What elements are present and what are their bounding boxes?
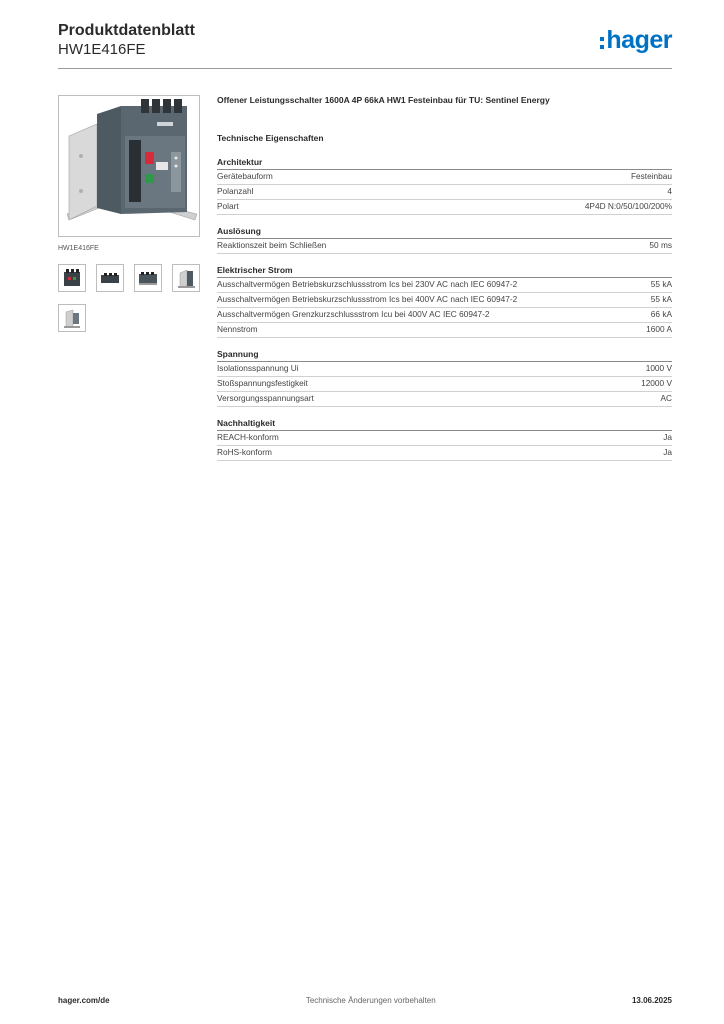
spec-value: Ja <box>663 447 672 457</box>
header-divider <box>58 68 672 69</box>
spec-row <box>217 185 672 200</box>
spec-value: Ja <box>663 432 672 442</box>
spec-label: RoHS-konform <box>217 447 272 457</box>
specs-heading: Technische Eigenschaften <box>217 133 324 143</box>
thumbnail-1[interactable] <box>58 264 86 292</box>
spec-label: Ausschaltvermögen Betriebskurzschlussstrom Ics bei 400V AC nach IEC 60947-2 <box>217 294 518 304</box>
product-description: Offener Leistungsschalter 1600A 4P 66kA HW1 Festeinbau für TU: Sentinel Energy <box>217 95 550 105</box>
breaker-rear-icon <box>137 267 159 289</box>
spec-group-title: Elektrischer Strom <box>217 265 672 278</box>
spec-row <box>217 293 672 308</box>
spec-label: Reaktionszeit beim Schließen <box>217 240 327 250</box>
product-media <box>58 95 200 332</box>
logo-dots-icon <box>600 37 604 49</box>
spec-groups <box>217 157 672 461</box>
spec-group-title: Spannung <box>217 349 672 362</box>
spec-label: Polanzahl <box>217 186 254 196</box>
spec-label: Nennstrom <box>217 324 258 334</box>
spec-row <box>217 362 672 377</box>
document-title: Produktdatenblatt <box>58 22 195 39</box>
spec-value: 55 kA <box>650 294 672 304</box>
product-code: HW1E416FE <box>58 41 146 58</box>
page-footer <box>58 996 672 1005</box>
logo-text: hager <box>606 26 672 54</box>
spec-value: 55 kA <box>650 279 672 289</box>
spec-label: Ausschaltvermögen Betriebskurzschlussstrom Ics bei 230V AC nach IEC 60947-2 <box>217 279 518 289</box>
spec-value: 66 kA <box>650 309 672 319</box>
spec-row <box>217 239 672 254</box>
spec-row <box>217 200 672 215</box>
hager-logo[interactable] <box>600 26 672 55</box>
spec-value: 50 ms <box>649 240 672 250</box>
spec-group <box>217 157 672 215</box>
breaker-side-icon <box>175 267 197 289</box>
spec-label: Versorgungsspannungsart <box>217 393 314 403</box>
spec-value: 1600 A <box>646 324 672 334</box>
spec-row <box>217 308 672 323</box>
spec-value: 4P4D N:0/50/100/200% <box>584 201 672 211</box>
spec-value: 1000 V <box>645 363 672 373</box>
footer-date: 13.06.2025 <box>631 996 672 1005</box>
spec-group <box>217 349 672 407</box>
spec-label: Ausschaltvermögen Grenzkurzschlussstrom Icu bei 400V AC IEC 60947-2 <box>217 309 490 319</box>
spec-group <box>217 265 672 338</box>
thumbnail-gallery <box>58 264 200 332</box>
spec-row <box>217 431 672 446</box>
spec-group-title: Auslösung <box>217 226 672 239</box>
spec-value: 12000 V <box>641 378 672 388</box>
spec-row <box>217 446 672 461</box>
image-caption: HW1E416FE <box>58 245 99 252</box>
spec-group <box>217 226 672 254</box>
spec-label: REACH-konform <box>217 432 279 442</box>
spec-row <box>217 377 672 392</box>
footer-notice: Technische Änderungen vorbehalten <box>305 996 436 1005</box>
spec-row <box>217 278 672 293</box>
breaker-top-icon <box>99 267 121 289</box>
product-details <box>217 95 672 461</box>
spec-label: Polart <box>217 201 239 211</box>
spec-value: AC <box>660 393 672 403</box>
mounting-bracket-icon <box>61 307 83 329</box>
spec-label: Gerätebauform <box>217 171 273 181</box>
footer-website-link[interactable]: hager.com/de <box>58 996 110 1005</box>
spec-row <box>217 323 672 338</box>
page-header <box>58 22 672 59</box>
thumbnail-4[interactable] <box>172 264 200 292</box>
spec-label: Isolationsspannung Ui <box>217 363 299 373</box>
spec-row <box>217 170 672 185</box>
spec-value: 4 <box>667 186 672 196</box>
thumbnail-3[interactable] <box>134 264 162 292</box>
spec-group-title: Architektur <box>217 157 672 170</box>
circuit-breaker-icon <box>59 96 199 236</box>
spec-row <box>217 392 672 407</box>
spec-group-title: Nachhaltigkeit <box>217 418 672 431</box>
thumbnail-5[interactable] <box>58 304 86 332</box>
spec-group <box>217 418 672 461</box>
spec-value: Festeinbau <box>630 171 672 181</box>
spec-label: Stoßspannungsfestigkeit <box>217 378 308 388</box>
thumbnail-2[interactable] <box>96 264 124 292</box>
product-main-image[interactable] <box>58 95 200 237</box>
breaker-front-icon <box>61 267 83 289</box>
